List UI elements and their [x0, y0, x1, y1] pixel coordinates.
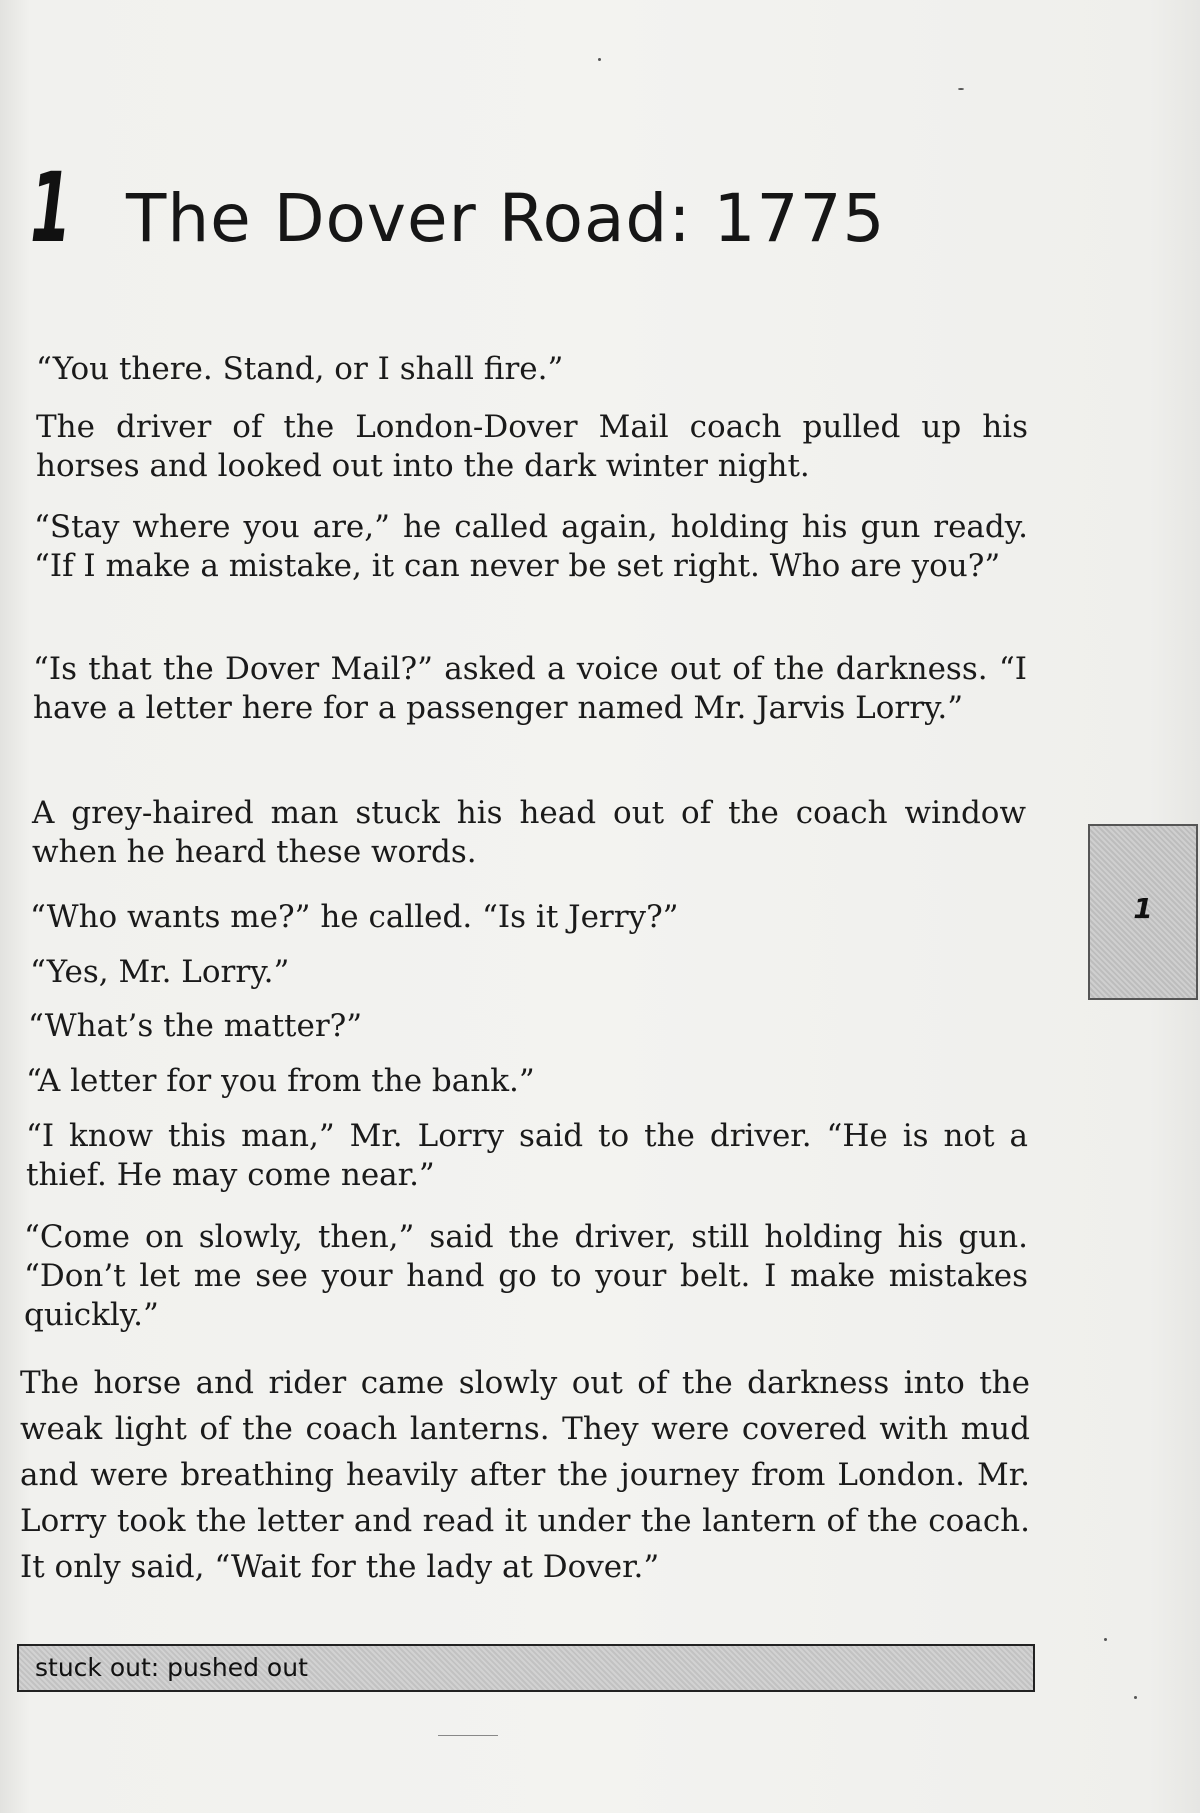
paragraph: A grey-haired man stuck his head out of the coach window when he heard these words. [32, 795, 1026, 870]
chapter-heading [30, 152, 886, 264]
paragraph: “Stay where you are,” he called again, holding his gun ready. “If I make a mistake, it can never be set right. Who are you?” [34, 509, 1028, 584]
chapter-side-tab [1088, 824, 1198, 1000]
dust-speck [598, 58, 601, 61]
paragraph: The driver of the London-Dover Mail coach pulled up his horses and looked out into the dark winter night. [36, 409, 1028, 484]
paragraph: “Is that the Dover Mail?” asked a voice out of the darkness. “I have a letter here for a passenger named Mr. Jarvis Lorry.” [33, 651, 1027, 726]
paragraph: “You there. Stand, or I shall fire.” [36, 351, 564, 387]
paragraph: “Who wants me?” he called. “Is it Jerry?” [30, 899, 679, 935]
paragraph: “Yes, Mr. Lorry.” [30, 954, 290, 990]
paragraph: “A letter for you from the bank.” [26, 1063, 535, 1099]
dust-speck [1104, 1638, 1107, 1641]
paragraph: “What’s the matter?” [28, 1008, 363, 1044]
glossary-text: stuck out: pushed out [35, 1653, 308, 1682]
dust-speck [1134, 1696, 1137, 1699]
paragraph: The horse and rider came slowly out of the darkness into the weak light of the coach lanterns. They were covered with mud and were breathing heavily after the journey from London. Mr. Lorry took the letter and read it under the lantern of the coach. It only said, “Wait for the lady at Dover.” [20, 1365, 1030, 1585]
paragraph: “Come on slowly, then,” said the driver, still holding his gun. “Don’t let me see your hand go to your belt. I make mistakes quickly.” [24, 1219, 1028, 1333]
paragraph: “I know this man,” Mr. Lorry said to the driver. “He is not a thief. He may come near.” [26, 1118, 1028, 1193]
glossary-box [17, 1644, 1035, 1692]
dust-speck [958, 88, 964, 90]
chapter-title: The Dover Road: 1775 [126, 180, 886, 257]
chapter-number: 1 [30, 152, 69, 264]
side-tab-number: 1 [1133, 892, 1153, 925]
dust-speck [438, 1735, 498, 1736]
